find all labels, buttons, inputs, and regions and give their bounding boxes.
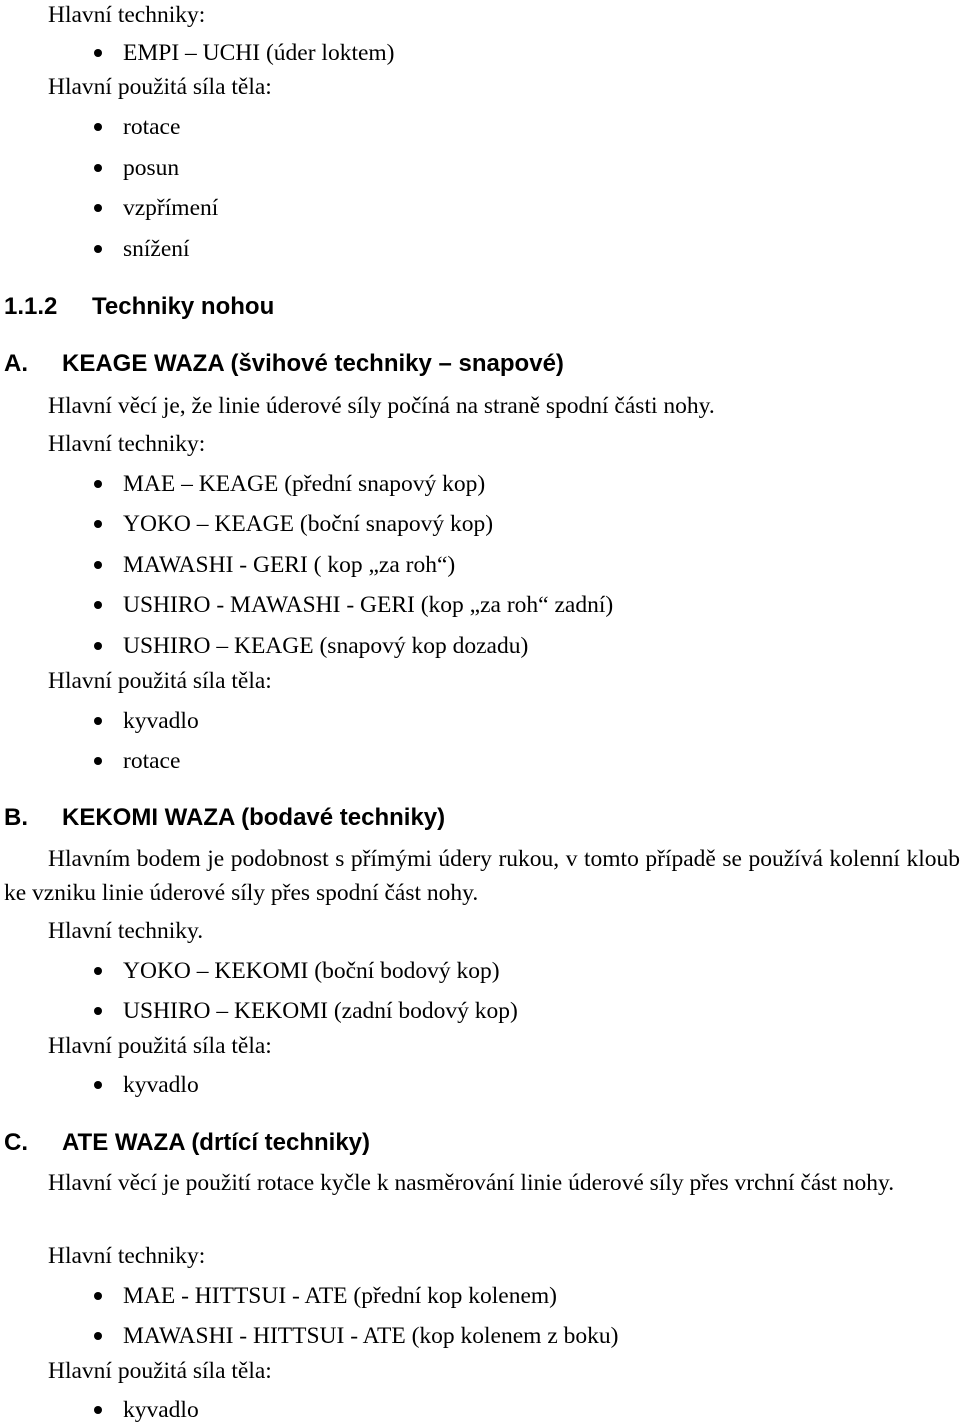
technique-item: USHIRO – KEKOMI (zadní bodový kop): [123, 998, 518, 1024]
section-intro: Hlavní věcí je použití rotace kyčle k nasměrování linie úderové síly přes vrchní část nohy.: [48, 1170, 895, 1196]
technique-item: YOKO – KEAGE (boční snapový kop): [123, 511, 494, 537]
technique-item: MAE – KEAGE (přední snapový kop): [123, 471, 486, 497]
section-letter: C.: [4, 1129, 28, 1156]
main-techniques-label: Hlavní techniky:: [48, 1243, 206, 1269]
force-item: snížení: [123, 236, 190, 262]
force-item: kyvadlo: [123, 708, 199, 734]
main-techniques-label: Hlavní techniky:: [48, 431, 206, 457]
technique-item: MAE - HITTSUI - ATE (přední kop kolenem): [123, 1283, 558, 1309]
force-item: posun: [123, 155, 180, 181]
body-force-label: Hlavní použitá síla těla:: [48, 1033, 272, 1059]
section-title: KEKOMI WAZA (bodavé techniky): [62, 804, 446, 831]
technique-item: USHIRO – KEAGE (snapový kop dozadu): [123, 633, 529, 659]
force-item: kyvadlo: [123, 1397, 199, 1423]
technique-item: EMPI – UCHI (úder loktem): [123, 40, 395, 66]
force-item: kyvadlo: [123, 1072, 199, 1098]
section-heading-b: [4, 803, 445, 833]
technique-item: MAWASHI - HITTSUI - ATE (kop kolenem z boku): [123, 1323, 619, 1349]
section-heading-a: [4, 349, 564, 379]
technique-item: USHIRO - MAWASHI - GERI (kop „za roh“ zadní): [123, 592, 614, 618]
body-force-label: Hlavní použitá síla těla:: [48, 668, 272, 694]
force-item: rotace: [123, 114, 181, 140]
main-techniques-label: Hlavní techniky.: [48, 918, 204, 944]
section-title: ATE WAZA (drtící techniky): [62, 1129, 371, 1156]
section-letter: A.: [4, 350, 28, 377]
section-heading-1-1-2: [4, 292, 274, 322]
technique-item: YOKO – KEKOMI (boční bodový kop): [123, 958, 500, 984]
section-number: 1.1.2: [4, 293, 58, 320]
technique-item: MAWASHI - GERI ( kop „za roh“): [123, 552, 456, 578]
main-techniques-label: Hlavní techniky:: [48, 2, 206, 28]
force-item: vzpřímení: [123, 195, 219, 221]
section-intro: Hlavním bodem je podobnost s přímými údery rukou, v tomto případě se používá kolenní kloub ke vzniku linie úderové síly přes spodní část nohy.: [4, 846, 960, 906]
section-letter: B.: [4, 804, 28, 831]
section-title: KEAGE WAZA (švihové techniky – snapové): [62, 350, 564, 377]
section-intro: Hlavní věcí je, že linie úderové síly počíná na straně spodní části nohy.: [48, 393, 715, 419]
body-force-label: Hlavní použitá síla těla:: [48, 1358, 272, 1384]
section-heading-c: [4, 1128, 370, 1158]
section-title: Techniky nohou: [92, 293, 275, 320]
body-force-label: Hlavní použitá síla těla:: [48, 74, 272, 100]
force-item: rotace: [123, 748, 181, 774]
